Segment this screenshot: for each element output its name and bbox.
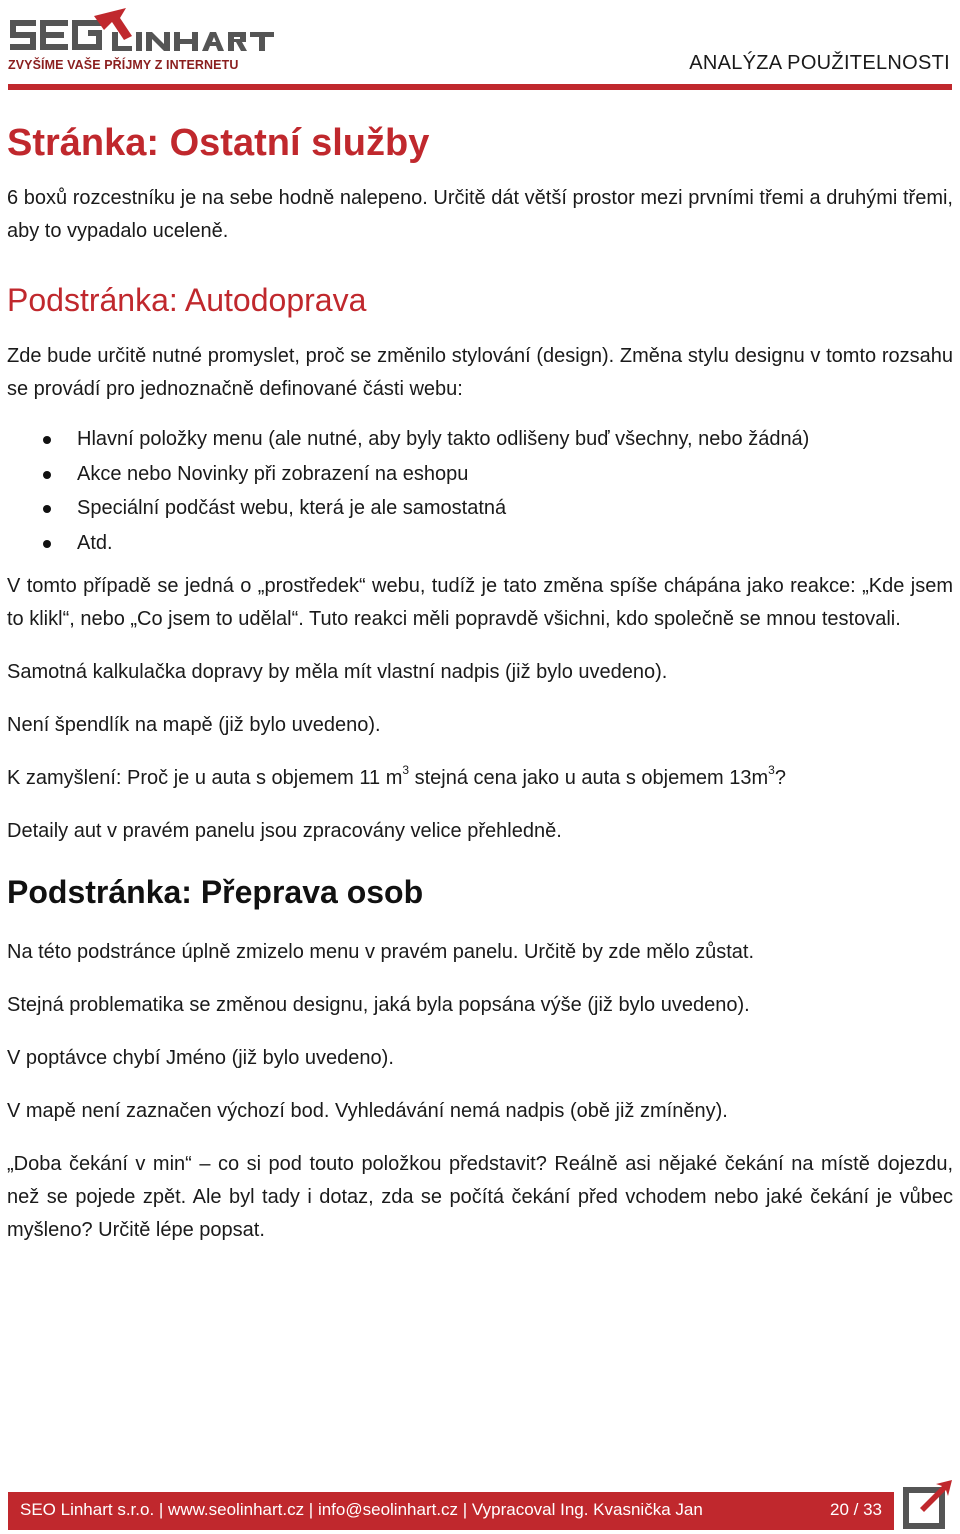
paragraph: V tomto případě se jedná o „prostředek“ webu, tudíž je tato změna spíše chápána jako reakce: „Kde jsem to klikl“, nebo „Co jsem to udělal“. Tuto reakci měli popravdě všichni, kdo společně se mnou testovali. [7,575,953,630]
list-item-text: Akce nebo Novinky při zobrazení na eshopu [77,462,469,485]
document-body [7,110,953,1247]
paragraph: Stejná problematika se změnou designu, jaká byla popsána výše (již bylo uvedeno). [7,994,750,1016]
paragraph: V mapě není zaznačen výchozí bod. Vyhledávání nemá nadpis (obě již zmíněny). [7,1100,728,1122]
list-item-text: Speciální podčást webu, která je ale samostatná [77,497,507,519]
paragraph: Na této podstránce úplně zmizelo menu v pravém panelu. Určitě by zde mělo zůstat. [7,941,755,963]
logo-tagline: ZVYŠÍME VAŠE PŘÍJMY Z INTERNETU [8,58,239,72]
paragraph-volume-question [7,762,953,795]
bullet-icon [43,540,51,548]
paragraph: V poptávce chybí Jméno (již bylo uvedeno). [7,1047,394,1069]
brand-arrow-icon [902,1480,954,1530]
page-footer [8,1492,894,1530]
list-item [7,457,953,492]
section-title-ostatni-sluzby: Stránka: Ostatní služby [7,122,430,164]
bullet-icon [43,436,51,444]
paragraph: „Doba čekání v min“ – co si pod touto položkou představit? Reálně asi nějaké čekání na místě dojezdu, než se pojede zpět. Ale byl tady i dotaz, zda se počítá čekání před vchodem nebo jaké čekání je vůbec myšleno? Určitě lépe popsat. [7,1153,953,1241]
document-type-label: ANALÝZA POUŽITELNOSTI [689,52,950,74]
page-header [0,0,960,92]
text-run: ? [774,767,786,789]
list-item-text: Hlavní položky menu (ale nutné, aby byly takto odlišeny buď všechny, nebo žádná) [77,428,810,450]
bullet-icon [43,505,51,513]
list-item-text: Atd. [77,531,113,554]
text-run: K zamyšlení: Proč je u auta s objemem 11 m [7,767,403,789]
paragraph: Detaily aut v pravém panelu jsou zpracovány velice přehledně. [7,820,562,842]
header-divider [8,84,952,90]
bullet-icon [43,471,51,479]
paragraph: 6 boxů rozcestníku je na sebe hodně nalepeno. Určitě dát větší prostor mezi prvními třemi a druhými třemi, aby to vypadalo uceleně. [7,187,953,242]
bullet-list [7,422,953,560]
footer-company-info: SEO Linhart s.r.o. | www.seolinhart.cz | info@seolinhart.cz | Vypracoval Ing. Kvasnička Jan [20,1500,703,1519]
paragraph: Není špendlík na mapě (již bylo uvedeno). [7,714,381,736]
section-title-autodoprava: Podstránka: Autodoprava [7,282,367,318]
text-run: stejná cena jako u auta s objemem 13m [409,767,769,789]
list-item [7,422,953,457]
list-item [7,491,953,526]
list-item [7,526,953,561]
paragraph: Zde bude určitě nutné promyslet, proč se změnilo stylování (design). Změna stylu designu v tomto rozsahu se provádí pro jednoznačně definované části webu: [7,345,953,400]
superscript: 3 [402,763,410,777]
section-title-preprava-osob: Podstránka: Přeprava osob [7,874,424,910]
page-number: 20 / 33 [830,1500,882,1519]
paragraph: Samotná kalkulačka dopravy by měla mít vlastní nadpis (již bylo uvedeno). [7,661,668,683]
superscript: 3 [768,763,775,777]
